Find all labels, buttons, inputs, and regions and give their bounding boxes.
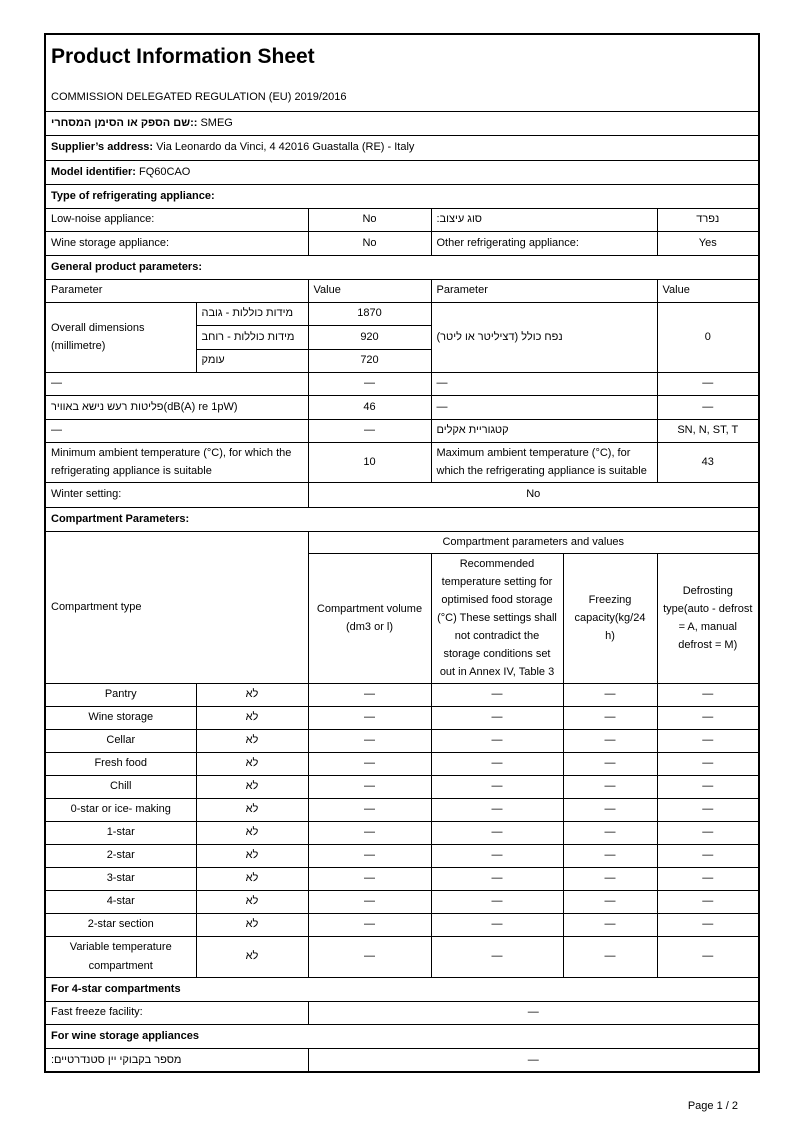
compartment-name: 3-star <box>45 867 196 890</box>
compartment-answer: לא <box>196 706 308 729</box>
compartment-answer: לא <box>196 775 308 798</box>
compartment-defrost: — <box>657 683 759 706</box>
dimension-depth-label: עומק <box>196 349 308 372</box>
table-row <box>45 775 759 798</box>
table-row <box>45 706 759 729</box>
compartment-freeze: — <box>563 798 657 821</box>
supplier-address-value: Via Leonardo da Vinci, 4 42016 Guastalla (RE) - Italy <box>156 141 415 154</box>
compartment-defrost: — <box>657 706 759 729</box>
param-header-1: Parameter <box>45 279 308 302</box>
compartment-temp: — <box>431 706 563 729</box>
other-appliance-label: Other refrigerating appliance: <box>431 231 657 255</box>
min-ambient-temp-value: 10 <box>308 442 431 482</box>
compartment-answer: לא <box>196 913 308 936</box>
dimension-height-value: 1870 <box>308 302 431 325</box>
compartment-temp: — <box>431 798 563 821</box>
wine-bottles-label: מספר בקבוקי יין סטנדרטיים: <box>45 1048 308 1072</box>
dimension-width-value: 920 <box>308 325 431 349</box>
total-volume-label: נפח כולל (דציליטר או ליטר) <box>431 302 657 372</box>
compartment-defrost: — <box>657 867 759 890</box>
compartment-temp: — <box>431 844 563 867</box>
general-row3-label: — <box>45 419 308 442</box>
value-header-2: Value <box>657 279 759 302</box>
compartment-volume: — <box>308 706 431 729</box>
table-row <box>45 821 759 844</box>
climate-category-value: SN, N, ST, T <box>657 419 759 442</box>
max-ambient-temp-value: 43 <box>657 442 759 482</box>
compartment-defrost: — <box>657 821 759 844</box>
wine-storage-appliance-value: No <box>308 231 431 255</box>
compartment-answer: לא <box>196 867 308 890</box>
compartment-temp: — <box>431 821 563 844</box>
compartment-temp: — <box>431 913 563 936</box>
compartment-volume: — <box>308 798 431 821</box>
compartment-volume: — <box>308 729 431 752</box>
regulation-subtitle: COMMISSION DELEGATED REGULATION (EU) 2019/2016 <box>51 90 347 103</box>
compartment-answer: לא <box>196 798 308 821</box>
compartment-volume: — <box>308 913 431 936</box>
low-noise-label: Low-noise appliance: <box>45 208 308 231</box>
compartment-volume: — <box>308 890 431 913</box>
supplier-name-row <box>45 111 759 135</box>
compartment-group-header: Compartment parameters and values <box>308 531 759 553</box>
compartment-name: Fresh food <box>45 752 196 775</box>
compartment-name: 1-star <box>45 821 196 844</box>
general-row2-value2: — <box>657 395 759 419</box>
table-row <box>45 844 759 867</box>
max-ambient-temp-label: Maximum ambient temperature (°C), for which the refrigerating appliance is suitable <box>431 442 657 482</box>
dimension-depth-value: 720 <box>308 349 431 372</box>
compartment-freeze: — <box>563 775 657 798</box>
noise-emission-label: פליטות רעש נישא באוויר(dB(A) re 1pW) <box>45 395 308 419</box>
compartment-temp: — <box>431 890 563 913</box>
compartment-temp: — <box>431 936 563 977</box>
table-row <box>45 683 759 706</box>
page-title: Product Information Sheet <box>51 44 315 68</box>
winter-setting-label: Winter setting: <box>45 482 308 507</box>
table-row <box>45 936 759 977</box>
compartment-freeze: — <box>563 867 657 890</box>
general-row1-value: — <box>308 372 431 395</box>
param-header-2: Parameter <box>431 279 657 302</box>
compartment-volume: — <box>308 821 431 844</box>
general-row2-label2: — <box>431 395 657 419</box>
compartment-name: 2-star section <box>45 913 196 936</box>
climate-category-label: קטגוריית אקלים <box>431 419 657 442</box>
compartment-defrost: — <box>657 844 759 867</box>
noise-emission-value: 46 <box>308 395 431 419</box>
compartment-volume: — <box>308 867 431 890</box>
compartment-answer: לא <box>196 683 308 706</box>
general-row1-value2: — <box>657 372 759 395</box>
compartment-defrost: — <box>657 913 759 936</box>
product-info-table <box>44 33 760 1073</box>
compartment-defrost: — <box>657 729 759 752</box>
compartment-volume-header: Compartment volume (dm3 or l) <box>308 553 431 683</box>
compartment-answer: לא <box>196 821 308 844</box>
supplier-address-label: Supplier’s address: <box>51 141 154 154</box>
compartment-name: Cellar <box>45 729 196 752</box>
compartment-temp: — <box>431 683 563 706</box>
design-type-label: סוג עיצוב: <box>431 208 657 231</box>
design-type-value: נפרד <box>657 208 759 231</box>
wine-bottles-value: — <box>308 1048 759 1072</box>
general-row3-value: — <box>308 419 431 442</box>
recommended-temp-header: Recommended temperature setting for optimised food storage (°C) These settings shall not contradict the storage conditions set out in Annex IV, Table 3 <box>431 553 563 683</box>
compartment-freeze: — <box>563 706 657 729</box>
compartment-answer: לא <box>196 890 308 913</box>
type-section-heading: Type of refrigerating appliance: <box>45 184 759 208</box>
supplier-name-value: SMEG <box>200 116 233 129</box>
general-row1-label2: — <box>431 372 657 395</box>
compartment-freeze: — <box>563 913 657 936</box>
defrosting-type-header: Defrosting type(auto - defrost = A, manual defrost = M) <box>657 553 759 683</box>
compartment-section-heading: Compartment Parameters: <box>45 507 759 531</box>
table-row <box>45 913 759 936</box>
compartment-freeze: — <box>563 729 657 752</box>
wine-storage-appliance-label: Wine storage appliance: <box>45 231 308 255</box>
compartment-freeze: — <box>563 752 657 775</box>
winter-setting-value: No <box>308 482 759 507</box>
low-noise-value: No <box>308 208 431 231</box>
compartment-name: Chill <box>45 775 196 798</box>
general-section-heading: General product parameters: <box>45 255 759 279</box>
compartment-volume: — <box>308 844 431 867</box>
compartment-freeze: — <box>563 683 657 706</box>
freezing-capacity-header: Freezing capacity(kg/24 h) <box>563 553 657 683</box>
compartment-name: 2-star <box>45 844 196 867</box>
table-row <box>45 890 759 913</box>
dimension-width-label: מידות כוללות - רוחב <box>196 325 308 349</box>
min-ambient-temp-label: Minimum ambient temperature (°C), for which the refrigerating appliance is suitable <box>45 442 308 482</box>
compartment-type-header: Compartment type <box>45 531 308 683</box>
compartment-temp: — <box>431 752 563 775</box>
compartment-freeze: — <box>563 821 657 844</box>
compartment-name: 4-star <box>45 890 196 913</box>
compartment-temp: — <box>431 729 563 752</box>
four-star-section-heading: For 4-star compartments <box>45 977 759 1001</box>
compartment-defrost: — <box>657 798 759 821</box>
table-row <box>45 729 759 752</box>
compartment-answer: לא <box>196 729 308 752</box>
fast-freeze-label: Fast freeze facility: <box>45 1001 308 1024</box>
compartment-name: Pantry <box>45 683 196 706</box>
compartment-freeze: — <box>563 936 657 977</box>
supplier-name-label: שם הספק או הסימן המסחרי:: <box>51 116 198 129</box>
model-identifier-row <box>45 160 759 184</box>
page-number: Page 1 / 2 <box>687 1100 738 1112</box>
value-header-1: Value <box>308 279 431 302</box>
compartment-temp: — <box>431 775 563 798</box>
overall-dimensions-label: Overall dimensions (millimetre) <box>45 302 196 372</box>
compartment-answer: לא <box>196 844 308 867</box>
compartment-volume: — <box>308 936 431 977</box>
other-appliance-value: Yes <box>657 231 759 255</box>
fast-freeze-value: — <box>308 1001 759 1024</box>
compartment-defrost: — <box>657 775 759 798</box>
compartment-freeze: — <box>563 890 657 913</box>
compartment-name: Wine storage <box>45 706 196 729</box>
compartment-defrost: — <box>657 890 759 913</box>
table-row <box>45 752 759 775</box>
compartment-defrost: — <box>657 752 759 775</box>
compartment-answer: לא <box>196 936 308 977</box>
compartment-name: 0-star or ice- making <box>45 798 196 821</box>
general-row1-label: — <box>45 372 308 395</box>
wine-section-heading: For wine storage appliances <box>45 1024 759 1048</box>
total-volume-value: 0 <box>657 302 759 372</box>
model-identifier-value: FQ60CAO <box>139 165 191 178</box>
title-block <box>45 34 759 111</box>
compartment-volume: — <box>308 752 431 775</box>
compartment-name: Variable temperature compartment <box>45 936 196 977</box>
model-identifier-label: Model identifier: <box>51 165 136 178</box>
supplier-address-row <box>45 135 759 160</box>
compartment-defrost: — <box>657 936 759 977</box>
dimension-height-label: מידות כוללות - גובה <box>196 302 308 325</box>
compartment-volume: — <box>308 683 431 706</box>
table-row <box>45 867 759 890</box>
table-row <box>45 798 759 821</box>
compartment-freeze: — <box>563 844 657 867</box>
compartment-volume: — <box>308 775 431 798</box>
compartment-temp: — <box>431 867 563 890</box>
compartment-answer: לא <box>196 752 308 775</box>
